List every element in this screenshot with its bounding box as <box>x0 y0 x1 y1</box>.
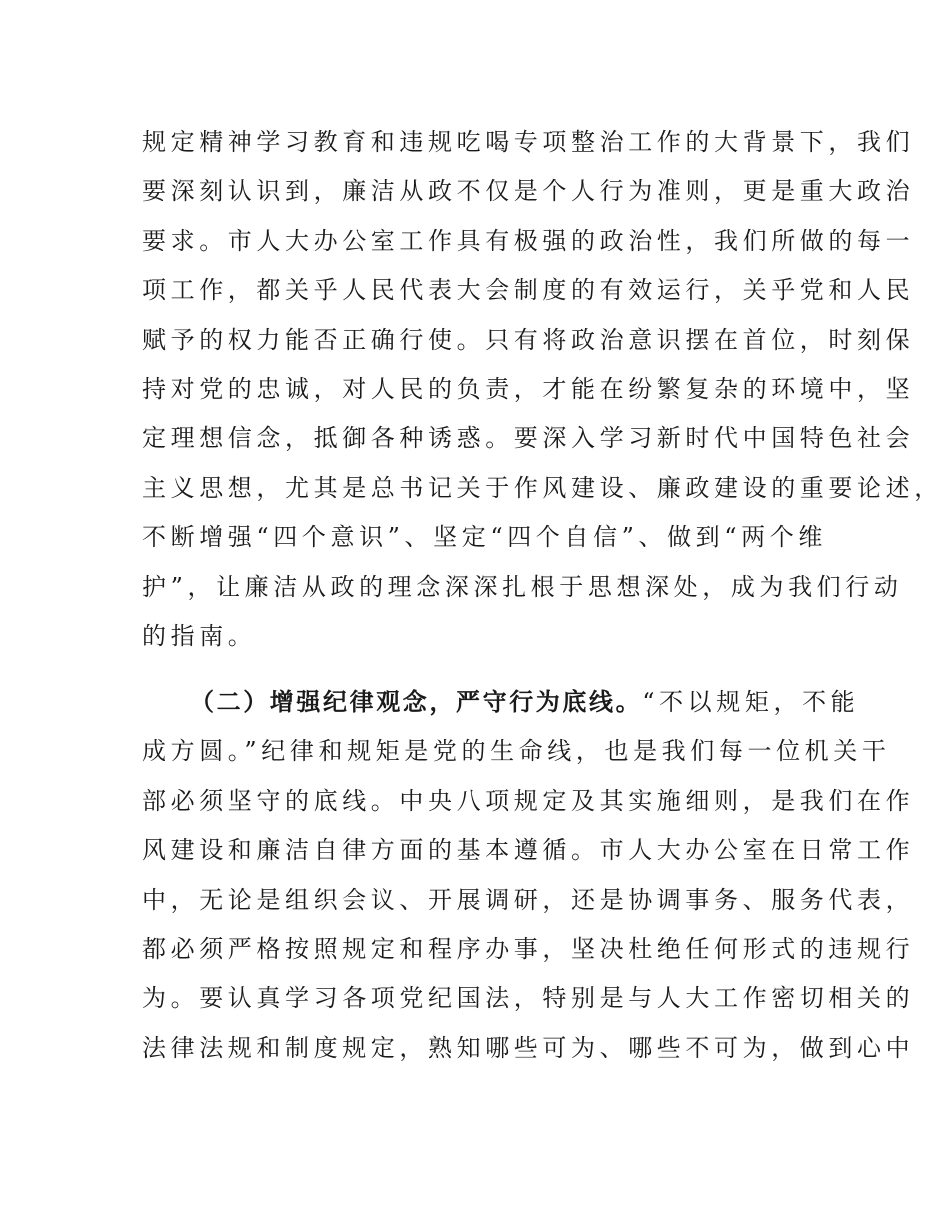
text-line: 要求。市人大办公室工作具有极强的政治性，我们所做的每一 <box>142 226 915 255</box>
paragraph-2-first-line-rest: “不以规矩，不能 <box>642 688 860 716</box>
text-line: 不断增强“四个意识”、坚定“四个自信”、做到“两个维 <box>142 523 827 552</box>
text-line: 部必须坚守的底线。中央八项规定及其实施细则，是我们在作 <box>142 786 915 815</box>
text-line: 的指南。 <box>142 622 257 650</box>
text-line: 成方圆。”纪律和规矩是党的生命线，也是我们每一位机关干 <box>142 737 891 766</box>
paragraph-2-first-line <box>190 686 859 718</box>
text-line: 护”，让廉洁从政的理念深深扎根于思想深处，成为我们行动 <box>142 572 903 601</box>
text-line: 项工作，都关乎人民代表大会制度的有效运行，关乎党和人民 <box>142 276 915 305</box>
text-line: 赋予的权力能否正确行使。只有将政治意识摆在首位，时刻保 <box>142 325 915 354</box>
text-line: 要深刻认识到，廉洁从政不仅是个人行为准则，更是重大政治 <box>142 177 915 206</box>
text-line: 中，无论是组织会议、开展调研，还是协调事务、服务代表， <box>142 885 915 914</box>
text-line: 为。要认真学习各项党纪国法，特别是与人大工作密切相关的 <box>142 984 915 1013</box>
text-line: 定理想信念，抵御各种诱惑。要深入学习新时代中国特色社会 <box>142 424 915 453</box>
text-line: 都必须严格按照规定和程序办事，坚决杜绝任何形式的违规行 <box>142 935 915 963</box>
text-line: 法律法规和制度规定，熟知哪些可为、哪些不可为，做到心中 <box>142 1033 915 1062</box>
text-line: 规定精神学习教育和违规吃喝专项整治工作的大背景下，我们 <box>142 128 915 156</box>
section-heading: （二）增强纪律观念，严守行为底线。 <box>190 688 643 716</box>
text-line: 持对党的忠诚，对人民的负责，才能在纷繁复杂的环境中，坚 <box>142 375 915 403</box>
text-line: 风建设和廉洁自律方面的基本遵循。市人大办公室在日常工作 <box>142 836 915 865</box>
text-line: 主义思想，尤其是总书记关于作风建设、廉政建设的重要论述， <box>142 473 943 502</box>
